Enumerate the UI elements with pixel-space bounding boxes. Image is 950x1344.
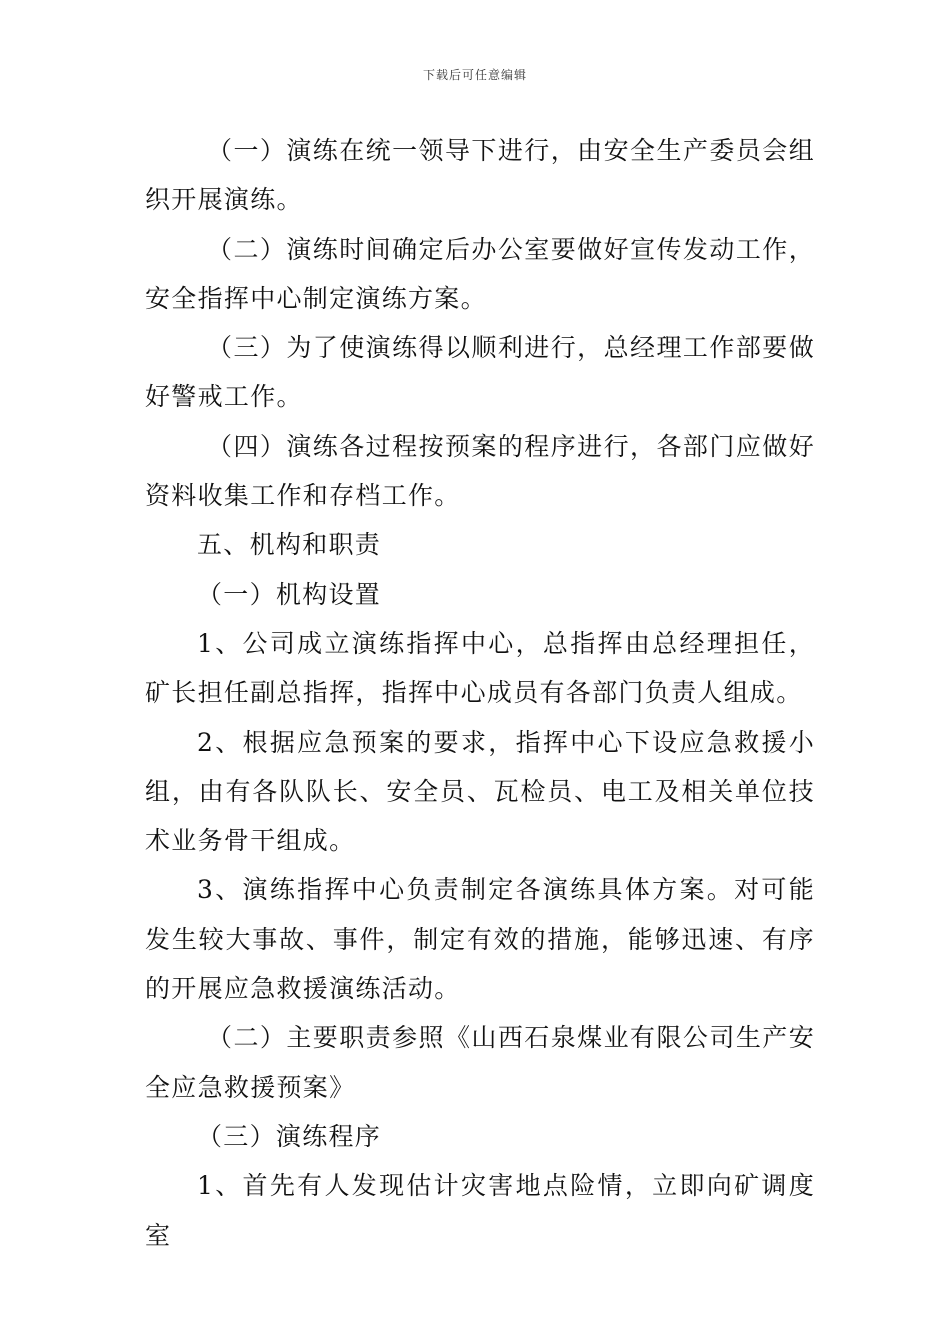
paragraph-drill-records: （四）演练各过程按预案的程序进行，各部门应做好资料收集工作和存档工作。 xyxy=(145,431,815,511)
page-header-note: 下载后可任意编辑 xyxy=(422,68,527,82)
paragraph-procedure-step-1: 1、首先有人发现估计灾害地点险情，立即向矿调度室 xyxy=(145,1171,815,1250)
section-heading-organization: 五、机构和职责 xyxy=(197,530,382,560)
paragraph-command-center: 1、公司成立演练指挥中心，总指挥由总经理担任，矿长担任副总指挥，指挥中心成员有各部门负责人组成。 xyxy=(145,628,815,708)
subsection-heading-setup: （一）机构设置 xyxy=(197,579,382,609)
paragraph-drill-plan: 3、演练指挥中心负责制定各演练具体方案。对可能发生较大事故、事件，制定有效的措施，能够迅速、有序的开展应急救援演练活动。 xyxy=(145,875,815,1004)
paragraph-main-duties: （二）主要职责参照《山西石泉煤业有限公司生产安全应急救援预案》 xyxy=(145,1023,815,1102)
paragraph-drill-security: （三）为了使演练得以顺利进行，总经理工作部要做好警戒工作。 xyxy=(145,333,815,412)
subsection-heading-procedure: （三）演练程序 xyxy=(197,1121,382,1151)
paragraph-rescue-team: 2、根据应急预案的要求，指挥中心下设应急救援小组，由有各队队长、安全员、瓦检员、电工及相关单位技术业务骨干组成。 xyxy=(145,727,815,856)
paragraph-drill-leadership: （一）演练在统一领导下进行，由安全生产委员会组织开展演练。 xyxy=(145,136,815,215)
paragraph-drill-publicity: （二）演练时间确定后办公室要做好宣传发动工作，安全指挥中心制定演练方案。 xyxy=(145,234,815,313)
document-body xyxy=(145,126,815,1260)
